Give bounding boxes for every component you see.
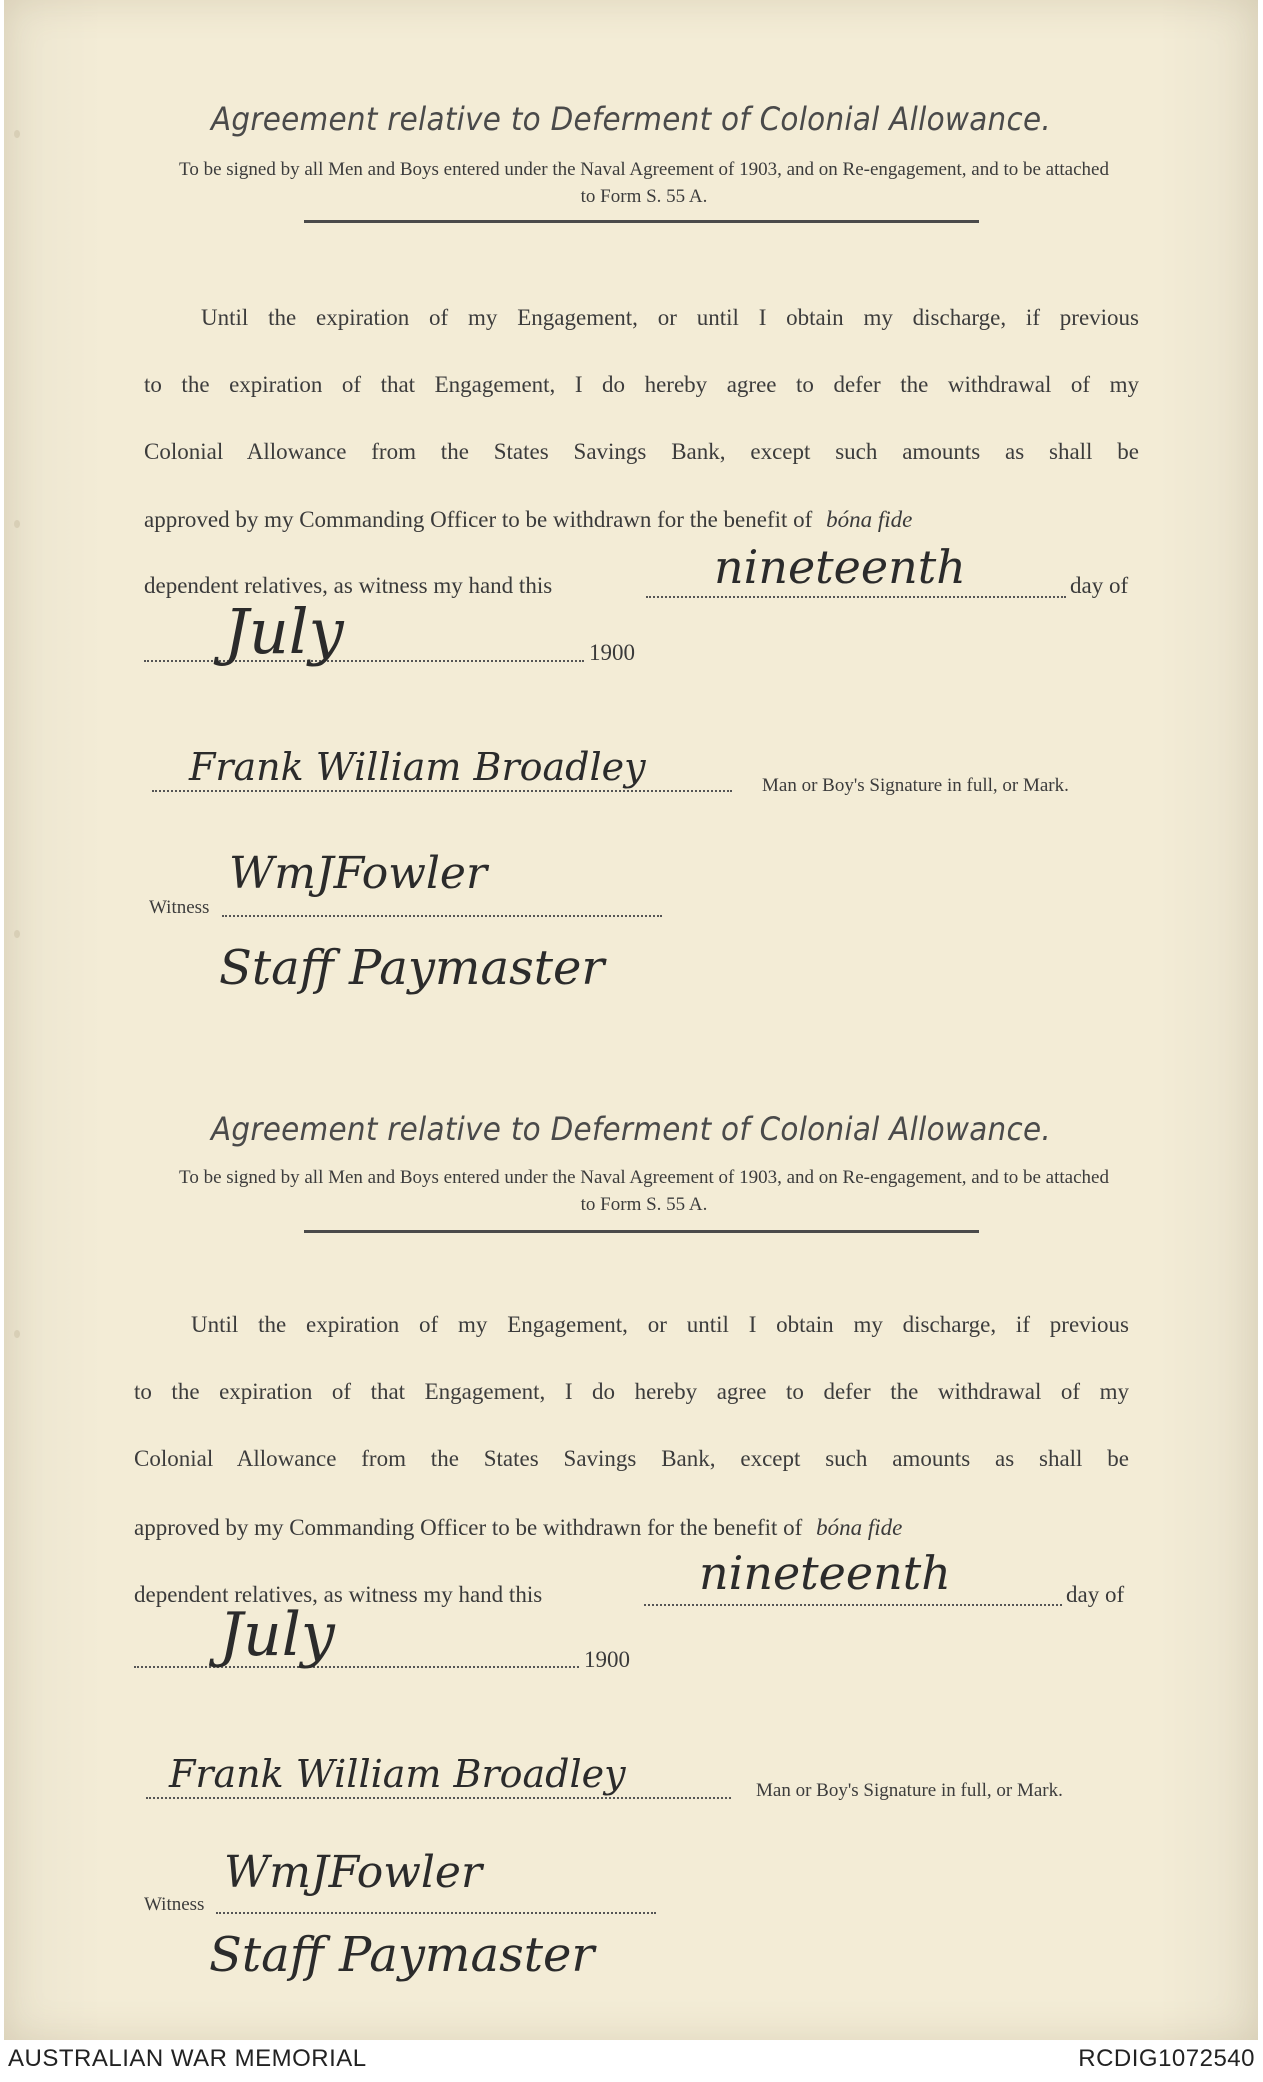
day-handwritten: nineteenth — [699, 1546, 951, 1600]
footer-record-id: RCDIG1072540 — [1078, 2045, 1255, 2072]
bona-fide-text: bóna fide — [826, 507, 913, 532]
divider-rule — [304, 1230, 979, 1233]
agreement-paragraph — [144, 305, 1139, 506]
document-page — [4, 0, 1258, 2040]
paragraph-line-4 — [134, 1515, 902, 1541]
paragraph-line: Colonial Allowance from the States Savings Bank, except such amounts as shall be — [144, 439, 1139, 464]
man-signature: Frank William Broadley — [189, 745, 646, 789]
punch-hole — [14, 130, 20, 138]
witness-label: Witness — [149, 897, 210, 918]
man-signature: Frank William Broadley — [169, 1752, 626, 1796]
paragraph-line: Colonial Allowance from the States Savings Bank, except such amounts as shall be — [134, 1446, 1129, 1471]
punch-hole — [14, 1330, 20, 1338]
month-field — [134, 1636, 579, 1668]
month-handwritten: July — [224, 595, 344, 668]
punch-hole — [14, 520, 20, 528]
year-text: 1900 — [584, 1647, 630, 1672]
witness-signature: WmJFowler — [229, 848, 488, 899]
day-handwritten: nineteenth — [714, 540, 966, 594]
form-subtitle — [84, 156, 1204, 210]
paragraph-line-5 — [144, 573, 552, 599]
punch-hole — [14, 930, 20, 938]
witness-label: Witness — [144, 1894, 205, 1915]
day-of-text: day of — [1066, 1582, 1125, 1607]
subtitle-line-1: To be signed by all Men and Boys entered under the Naval Agreement of 1903, and on Re-engagement, and to be attached — [179, 1167, 1109, 1188]
paragraph-line-4 — [144, 507, 912, 533]
paragraph-text: approved by my Commanding Officer to be withdrawn for the benefit of — [134, 1515, 803, 1540]
signature-caption: Man or Boy's Signature in full, or Mark. — [762, 775, 1069, 796]
paragraph-line: to the expiration of that Engagement, I do hereby agree to defer the withdrawal of my — [144, 372, 1139, 397]
paragraph-text: approved by my Commanding Officer to be withdrawn for the benefit of — [144, 507, 813, 532]
paragraph-line: Until the expiration of my Engagement, or until I obtain my discharge, if previous — [191, 1312, 1129, 1337]
form-heading: Agreement relative to Deferment of Colonial Allowance. — [211, 100, 1051, 138]
form-heading: Agreement relative to Deferment of Colonial Allowance. — [211, 1110, 1051, 1148]
footer-institution: AUSTRALIAN WAR MEMORIAL — [8, 2045, 367, 2072]
year-text: 1900 — [589, 640, 635, 665]
month-handwritten: July — [219, 1600, 335, 1670]
paragraph-line: to the expiration of that Engagement, I do hereby agree to defer the withdrawal of my — [134, 1379, 1129, 1404]
signature-caption: Man or Boy's Signature in full, or Mark. — [756, 1780, 1063, 1801]
witness-rank: Staff Paymaster — [219, 940, 605, 996]
divider-rule — [304, 220, 979, 223]
month-field — [144, 630, 584, 662]
paragraph-line-5 — [134, 1582, 542, 1608]
subtitle-line-1: To be signed by all Men and Boys entered under the Naval Agreement of 1903, and on Re-engagement, and to be attached — [179, 159, 1109, 180]
witness-rank: Staff Paymaster — [209, 1927, 595, 1983]
agreement-paragraph — [134, 1312, 1129, 1513]
bona-fide-text: bóna fide — [816, 1515, 903, 1540]
paragraph-text: dependent relatives, as witness my hand this — [134, 1582, 543, 1607]
paragraph-line: Until the expiration of my Engagement, or until I obtain my discharge, if previous — [201, 305, 1139, 330]
subtitle-line-2: to Form S. 55 A. — [580, 186, 708, 207]
day-of-text: day of — [1070, 573, 1129, 598]
witness-signature: WmJFowler — [224, 1847, 483, 1898]
form-subtitle — [84, 1164, 1204, 1218]
paragraph-text: dependent relatives, as witness my hand this — [144, 573, 553, 598]
subtitle-line-2: to Form S. 55 A. — [580, 1194, 708, 1215]
